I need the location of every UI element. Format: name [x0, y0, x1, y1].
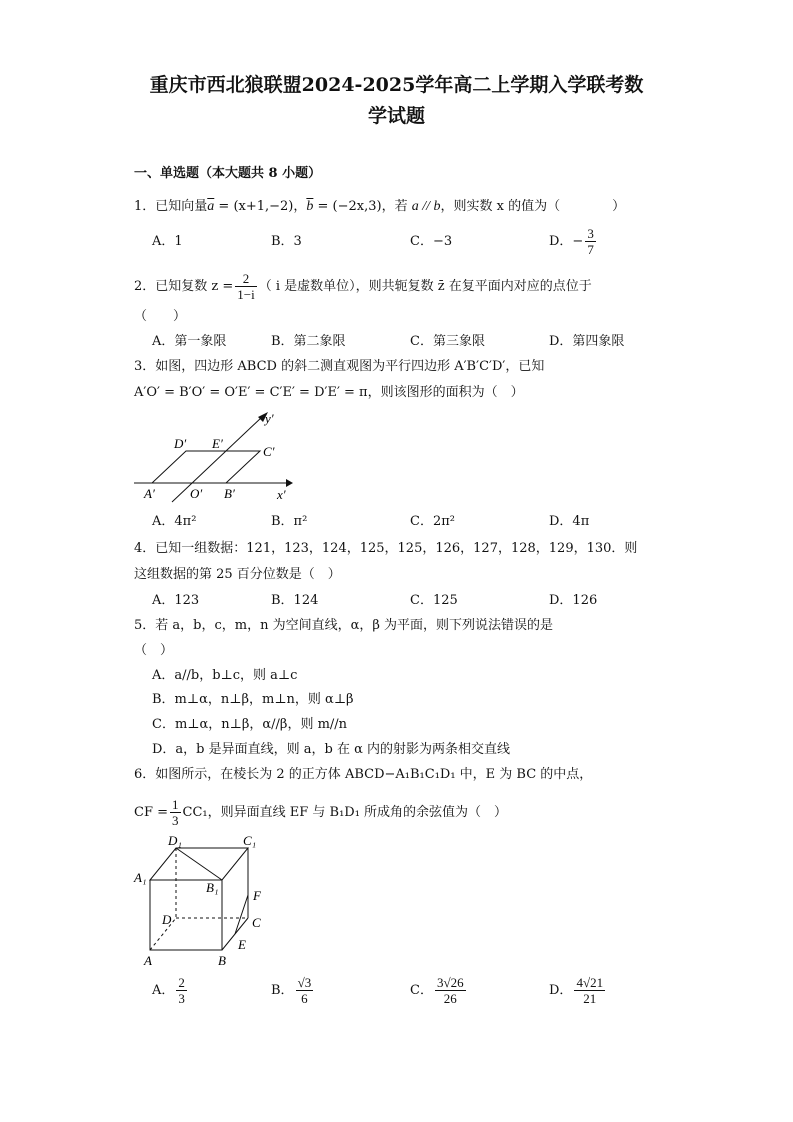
q3-option-d: D．4π [549, 514, 590, 529]
q6-option-d [549, 975, 607, 1006]
q1-option-d-fraction [585, 226, 596, 257]
q5-option-a: A．a//b，b⊥c，则 a⊥c [152, 668, 298, 683]
label-a1: A₁ [134, 870, 147, 885]
fraction-numerator: 2 [178, 975, 185, 990]
q4-option-a: A．123 [152, 593, 200, 608]
q6-option-c-fraction [435, 975, 466, 1006]
q3-line-2: A′O′ = B′O′ = O′E′ = C′E′ = D′E′ = π，则该图形的面积为（ ） [134, 385, 524, 400]
fraction-numerator: 3√26 [436, 975, 464, 990]
q6-option-a-prefix: A． [152, 983, 175, 998]
q1-option-c: C．−3 [410, 234, 453, 249]
q1-option-d-prefix: D．− [549, 234, 584, 249]
q2-paren: （ ） [134, 309, 187, 324]
q6-option-b-fraction [296, 975, 314, 1006]
q6-line-2 [134, 797, 507, 828]
label-b: B′ [224, 486, 235, 501]
fraction-denominator: 7 [587, 242, 594, 257]
label-x: x′ [277, 487, 286, 502]
q4-option-b: B．124 [271, 593, 319, 608]
q1-option-d [549, 226, 598, 257]
q6-option-a-fraction [176, 975, 187, 1006]
label-d: D′ [174, 436, 187, 451]
q1-eq2: = (−2x,3)，若 [313, 199, 412, 214]
label-e: E′ [212, 436, 223, 451]
question-1 [134, 197, 625, 217]
fraction-denominator: 6 [301, 991, 308, 1006]
fraction-numerator: 3 [587, 226, 594, 241]
x-arrow [286, 479, 293, 487]
fraction-denominator: 3 [172, 813, 179, 828]
q2-option-d: D．第四象限 [549, 334, 625, 349]
fraction-numerator: 4√21 [576, 975, 604, 990]
fraction-numerator: 2 [235, 271, 256, 287]
label-b: B [218, 953, 226, 968]
label-c: C′ [263, 444, 275, 459]
q6-line-1: 6．如图所示，在棱长为 2 的正方体 ABCD−A₁B₁C₁D₁ 中，E 为 BC 的中点， [134, 767, 593, 782]
title-line-1: 重庆市西北狼联盟2024-2025学年高二上学期入学联考数 [149, 74, 644, 96]
fraction-numerator: 1 [172, 797, 179, 812]
fraction-numerator: √3 [297, 975, 312, 990]
y-axis [172, 417, 262, 502]
q1-parallel: a // b [411, 199, 441, 214]
q6-line2-tail: CC₁，则异面直线 EF 与 B₁D₁ 所成角的余弦值为（ ） [182, 805, 508, 820]
q6-option-c [410, 975, 468, 1006]
label-d: D [162, 912, 172, 927]
q5-option-b: B．m⊥α，n⊥β，m⊥n，则 α⊥β [152, 692, 354, 707]
label-d1: D₁ [168, 833, 182, 848]
q3-option-a: A．4π² [152, 514, 197, 529]
q1-option-b: B．3 [271, 234, 302, 249]
q6-option-c-prefix: C． [410, 983, 433, 998]
q6-fraction [170, 797, 181, 828]
q2-fraction [235, 271, 256, 302]
q4-line-1: 4．已知一组数据：121，123，124，125，125，126，127，128，129，130．则 [134, 541, 638, 556]
segment-ef [235, 895, 248, 934]
q6-line2-prefix: CF = [134, 805, 168, 820]
q5-option-d: D．a，b 是异面直线，则 a，b 在 α 内的射影为两条相交直线 [152, 742, 511, 757]
q6-option-b-prefix: B． [271, 983, 294, 998]
q4-option-c: C．125 [410, 593, 458, 608]
fraction-denominator: 26 [443, 991, 457, 1006]
q4-option-d: D．126 [549, 593, 598, 608]
segment-b1d1 [176, 848, 222, 880]
q1-option-a: A．1 [152, 234, 183, 249]
q6-option-d-prefix: D． [549, 983, 573, 998]
q2-option-a: A．第一象限 [152, 334, 227, 349]
q3-option-c: C．2π² [410, 514, 455, 529]
q5-line-1: 5．若 a，b，c，m，n 为空间直线，α，β 为平面，则下列说法错误的是 [134, 618, 554, 633]
q2-option-b: B．第二象限 [271, 334, 346, 349]
label-e: E [238, 937, 246, 952]
label-c: C [252, 915, 261, 930]
q1-vector-a: $\overline{a}$ [207, 199, 215, 214]
label-o: O′ [190, 486, 203, 501]
q1-prefix: 1．已知向量 [134, 199, 208, 214]
q5-option-c: C．m⊥α，n⊥β，α//β，则 m//n [152, 717, 348, 732]
page-title [90, 70, 703, 132]
label-c1: C₁ [243, 833, 257, 848]
q1-tail: ，则实数 x 的值为（ ） [440, 199, 626, 214]
title-line-2: 学试题 [367, 105, 425, 127]
q6-option-b [271, 975, 315, 1006]
label-b1: B₁ [206, 880, 219, 895]
fraction-denominator: 21 [583, 991, 597, 1006]
q6-cube-figure [132, 832, 272, 970]
q3-figure [130, 405, 300, 505]
section-heading: 一、单选题（本大题共 8 小题） [134, 166, 322, 181]
q1-eq1: = (x+1,−2)， [214, 199, 307, 214]
q2-prefix: 2．已知复数 z = [134, 279, 234, 294]
fraction-denominator: 1−i [237, 287, 255, 302]
q2-option-c: C．第三象限 [410, 334, 485, 349]
label-a: A [144, 953, 152, 968]
q5-paren: （ ） [134, 643, 174, 658]
label-y: y′ [265, 411, 274, 426]
q6-option-d-fraction [574, 975, 605, 1006]
q1-vector-b: $\overline{b}$ [306, 199, 314, 214]
q3-line-1: 3．如图，四边形 ABCD 的斜二测直观图为平行四边形 A′B′C′D′，已知 [134, 359, 545, 374]
label-a: A′ [144, 486, 155, 501]
parallelogram [152, 451, 260, 483]
q3-option-b: B．π² [271, 514, 308, 529]
label-f: F [253, 888, 261, 903]
fraction-denominator: 3 [178, 991, 185, 1006]
q4-line-2: 这组数据的第 25 百分位数是（ ） [134, 567, 341, 582]
question-2 [134, 271, 592, 302]
q2-tail: （ i 是虚数单位），则共轭复数 z̄ 在复平面内对应的点位于 [258, 279, 592, 294]
q6-option-a [152, 975, 189, 1006]
